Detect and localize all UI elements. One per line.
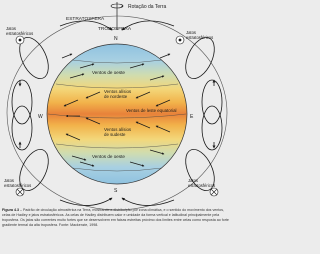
- trade-winds-ne-label: Ventos alísios de nordeste: [104, 89, 132, 99]
- west-winds-north-label: Ventos de oeste: [92, 70, 125, 75]
- north-label: N: [114, 36, 118, 42]
- jets-label-br: Jatos estratosféricos: [188, 178, 216, 188]
- rotation-label: Rotação da Terra: [128, 4, 167, 10]
- west-label: W: [38, 114, 43, 120]
- east-label: E: [190, 114, 194, 120]
- cell-left-upper: [12, 80, 32, 124]
- troposphere-label: TROPOSFERA: [98, 27, 132, 32]
- caption-number: Figura 4.3: [2, 208, 19, 212]
- earth-globe: [47, 44, 187, 184]
- jets-label-tr: Jatos estratosféricos: [186, 30, 214, 40]
- caption-text: – Padrão de circulação atmosférica na Terra, mostrando a distribuição por zona climática, e o sentido do movimento dos ventos, celas de Hadley e jatos estratosféricos. As celas de Hadley distribuem calor e umidade da forma vertical e latitudinal principalmente pela troposfera. Os jatos são correntes muito fortes que se desenvolvem em faixas estreitas próximo dos limites entre celas como resposta ao forte gradiente termal da alta troposfera. Fonte: Mackenzie, 1998.: [2, 208, 229, 227]
- jets-label-tl: Jatos estratosféricos: [6, 26, 34, 36]
- jets-label-bl: Jatos estratosféricos: [4, 178, 32, 188]
- trade-winds-se-label: Ventos alísios de sudeste: [104, 127, 132, 137]
- west-winds-south-label: Ventos de oeste: [92, 154, 125, 159]
- cell-left-lower: [12, 106, 32, 150]
- south-label: S: [114, 188, 118, 194]
- figure-caption: [2, 208, 231, 228]
- stratosphere-label: ESTRATOSFERA: [66, 17, 105, 22]
- equatorial-winds-label: Ventos de leste equatorial: [126, 108, 177, 113]
